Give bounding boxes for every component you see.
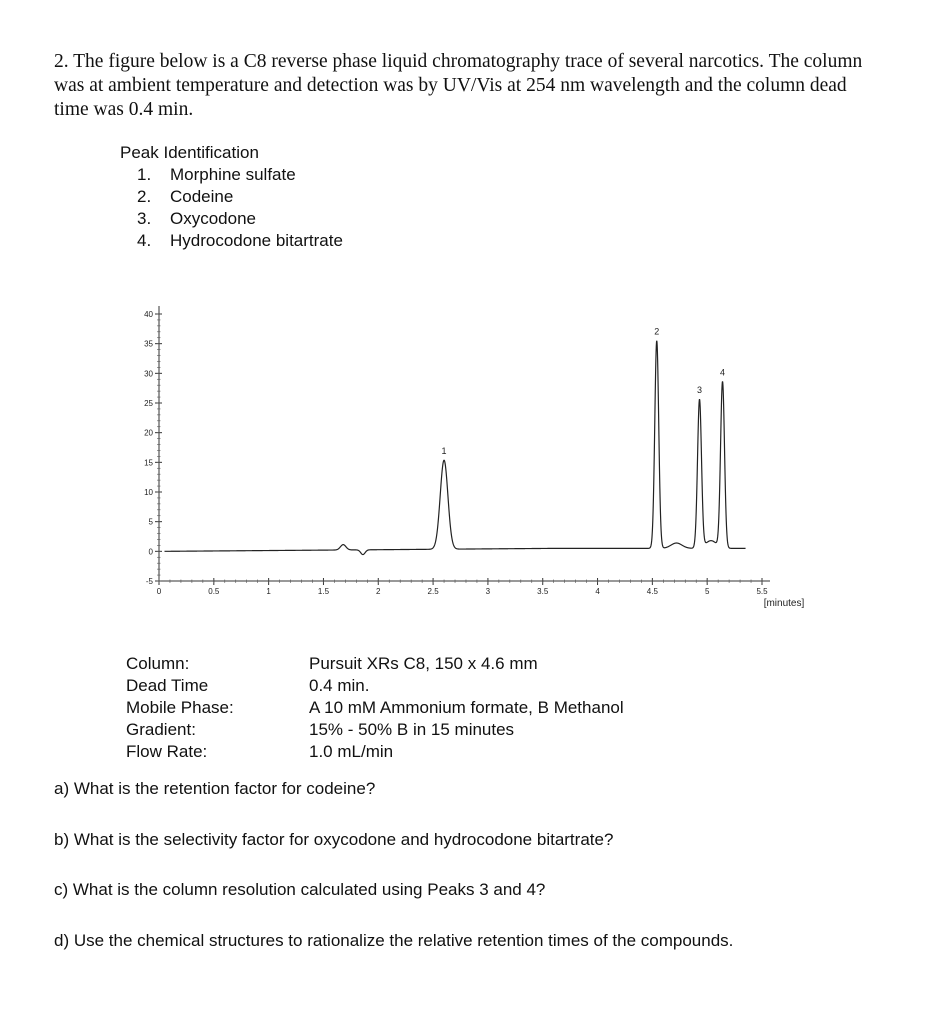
condition-label: Column: [126,654,190,673]
condition-label: Mobile Phase: [126,698,234,717]
question-a: a) What is the retention factor for codeine? [54,779,376,798]
x-tick-label: 2.5 [427,587,439,596]
peak-compound-name: Morphine sulfate [170,165,296,184]
peak-number: 1. [137,165,152,184]
peak-compound-name: Hydrocodone bitartrate [170,231,343,250]
y-tick-label: -5 [145,577,153,586]
peak-number: 4. [137,231,152,250]
peak-label: 4 [720,367,726,378]
peak-identification [120,142,343,252]
x-tick-label: 0 [156,587,162,596]
peak-identification-heading: Peak Identification [120,143,259,162]
y-tick-label: 0 [148,547,153,557]
peak-compound-name: Oxycodone [170,209,256,228]
y-tick-label: 5 [148,517,153,527]
peak-list-item [120,164,343,186]
x-tick-label: 1 [266,587,271,596]
peak-label: 3 [696,385,703,396]
peak-list-item [120,208,343,230]
condition-value: 1.0 mL/min [309,742,394,761]
x-tick-label: 4 [595,587,600,596]
peak-number: 2. [137,187,152,206]
condition-row [126,697,624,719]
condition-row [126,675,624,697]
peak-number: 3. [137,209,152,228]
chromatogram-chart [130,290,820,630]
x-tick-label: 2 [376,587,381,596]
peak-list [120,164,343,252]
condition-label: Gradient: [126,720,196,739]
x-tick-label: 0.5 [208,587,220,596]
y-tick-label: 25 [144,399,153,408]
question-b: b) What is the selectivity factor for oxycodone and hydrocodone bitartrate? [54,830,614,849]
y-tick-label: 20 [144,428,153,438]
peak-label: 1 [441,446,447,457]
x-tick-label: 4.5 [646,587,658,596]
problem-statement: 2. The figure below is a C8 reverse phase liquid chromatography trace of several narcotics. The column was at ambient temperature and detection was by UV/Vis at 254 nm wavelength and the column dead time was 0.4 min. [54,51,863,120]
x-tick-label: 3 [485,587,491,596]
x-tick-label: 5 [704,587,710,596]
x-tick-label: 1.5 [317,587,330,596]
column-conditions [126,653,624,763]
peak-list-item [120,230,343,252]
peak-label: 2 [654,326,660,337]
condition-value: 0.4 min. [309,676,370,695]
question-c: c) What is the column resolution calculated using Peaks 3 and 4? [54,880,546,899]
condition-label: Flow Rate: [126,742,208,761]
condition-value: 15% - 50% B in 15 minutes [309,720,515,739]
x-tick-label: 5.5 [756,587,768,596]
condition-value: Pursuit XRs C8, 150 x 4.6 mm [309,654,538,673]
y-tick-label: 30 [144,369,153,379]
signal-trace [164,341,745,555]
y-tick-label: 40 [144,310,153,319]
y-tick-label: 15 [144,458,153,468]
condition-label: Dead Time [126,676,209,695]
condition-row [126,741,624,763]
question-d: d) Use the chemical structures to rationalize the relative retention times of the compounds. [54,931,734,950]
condition-row [126,653,624,675]
y-tick-label: 10 [144,488,153,497]
x-axis-label: [minutes] [763,598,805,609]
condition-value: A 10 mM Ammonium formate, B Methanol [309,698,624,717]
peak-list-item [120,186,343,208]
y-tick-label: 35 [144,339,153,349]
condition-row [126,719,624,741]
x-tick-label: 3.5 [537,587,549,596]
peak-compound-name: Codeine [170,187,234,206]
